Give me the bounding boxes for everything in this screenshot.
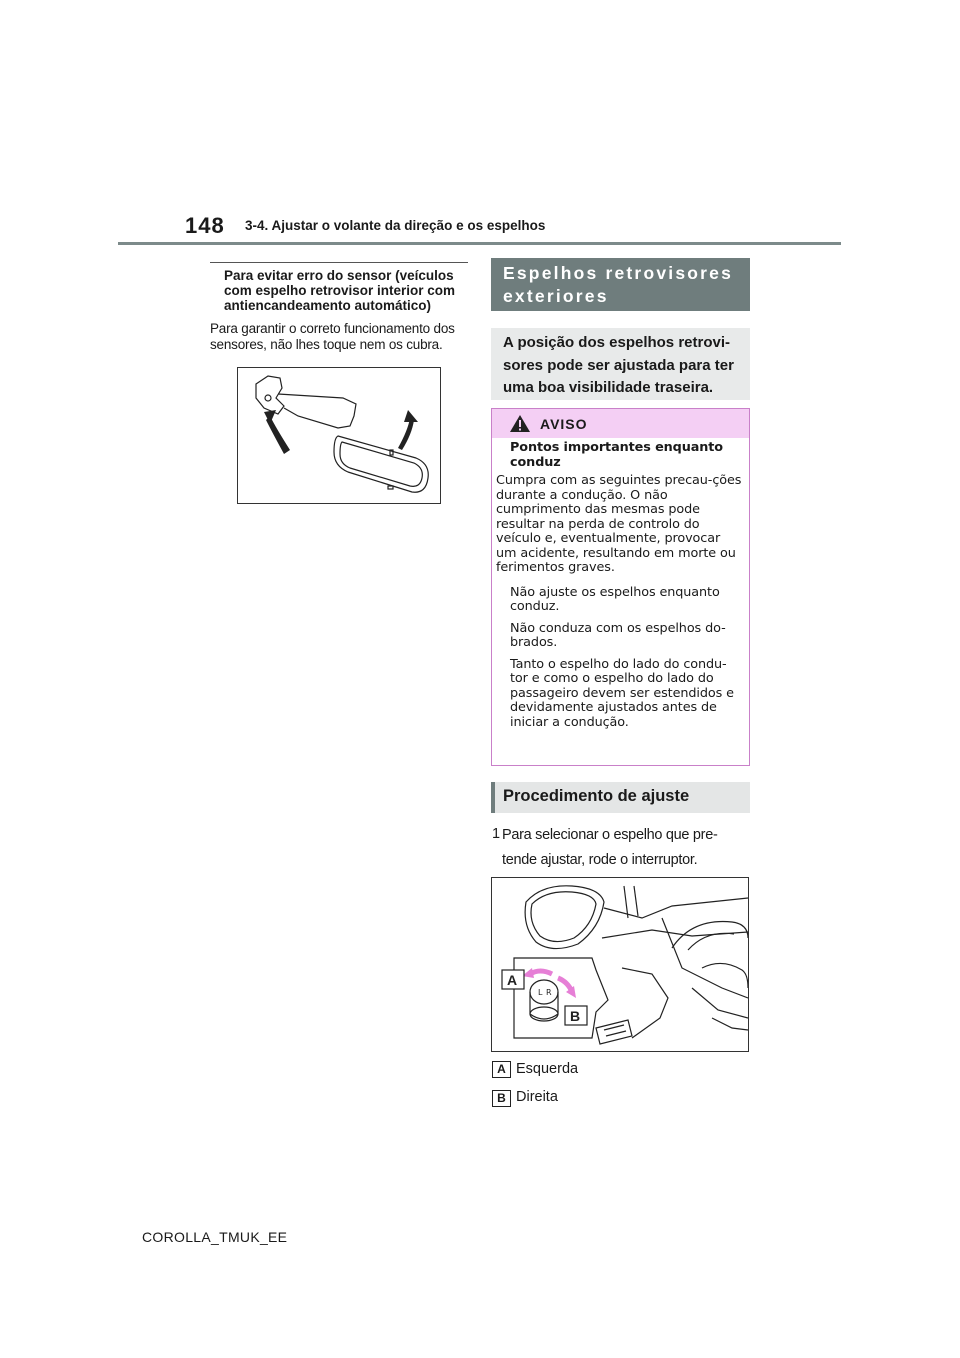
legend-text-left: Esquerda [516, 1061, 579, 1077]
exterior-mirrors-intro [491, 328, 750, 400]
procedure-banner [491, 782, 750, 813]
svg-text:R: R [546, 988, 552, 997]
page-number: 148 [185, 213, 225, 238]
warning-triangle-icon [509, 414, 531, 433]
mirror-switch-figure [491, 877, 749, 1052]
procedure-title: Procedimento de ajuste [503, 787, 690, 805]
footer-code: COROLLA_TMUK_EE [142, 1229, 288, 1245]
sensor-note-title: Para evitar erro do sensor (veículos com espelho retrovisor interior com antiencandeamento automático) [224, 268, 456, 313]
legend-key-b: B [492, 1090, 511, 1107]
exterior-mirrors-banner [491, 258, 750, 311]
step-number: 1 [492, 826, 501, 842]
interior-mirror-figure [237, 367, 441, 504]
step-text: Para selecionar o espelho que pre-tende ajustar, rode o interruptor. [502, 827, 718, 868]
warning-subtitle: Pontos importantes enquanto conduz [510, 440, 723, 470]
sensor-note-text: Para garantir o correto funcionamento dos sensores, não lhes toque nem os cubra. [210, 321, 455, 352]
warning-header [492, 409, 749, 438]
warning-label: AVISO [540, 416, 588, 432]
warning-item: Tanto o espelho do lado do condu-tor e como o espelho do lado do passageiro devem ser estendidos e devidamente ajustados antes de iniciar a condução. [510, 656, 734, 730]
intro-line-3: uma boa visibilidade traseira. [503, 379, 714, 396]
header-rule [118, 242, 841, 245]
section-title: 3-4. Ajustar o volante da direção e os espelhos [245, 218, 546, 233]
banner-line-1: Espelhos retrovisores [503, 263, 734, 283]
warning-item: Não conduza com os espelhos do-brados. [510, 620, 726, 650]
interior-mirror-illustration [238, 368, 440, 503]
intro-line-1: A posição dos espelhos retrovi- [503, 334, 730, 351]
warning-body [496, 441, 743, 737]
svg-text:L: L [538, 988, 543, 997]
mirror-switch-illustration [492, 878, 748, 1051]
banner-line-2: exteriores [503, 286, 609, 306]
legend-text-right: Direita [516, 1089, 558, 1105]
intro-line-2: sores pode ser ajustada para ter [503, 356, 734, 374]
figure-label-a: A [507, 972, 518, 988]
warning-intro: Cumpra com as seguintes precau-ções durante a condução. O não cumprimento das mesmas pode resultar na perda de controlo do veículo e, eventualmente, provocar um acidente, resultando em morte ou ferimentos graves. [496, 473, 742, 575]
sensor-note-rule [210, 262, 468, 263]
figure-label-b: B [570, 1008, 581, 1024]
warning-item: Não ajuste os espelhos enquanto conduz. [510, 584, 720, 614]
legend-key-a: A [492, 1061, 511, 1078]
warning-box [491, 408, 750, 766]
